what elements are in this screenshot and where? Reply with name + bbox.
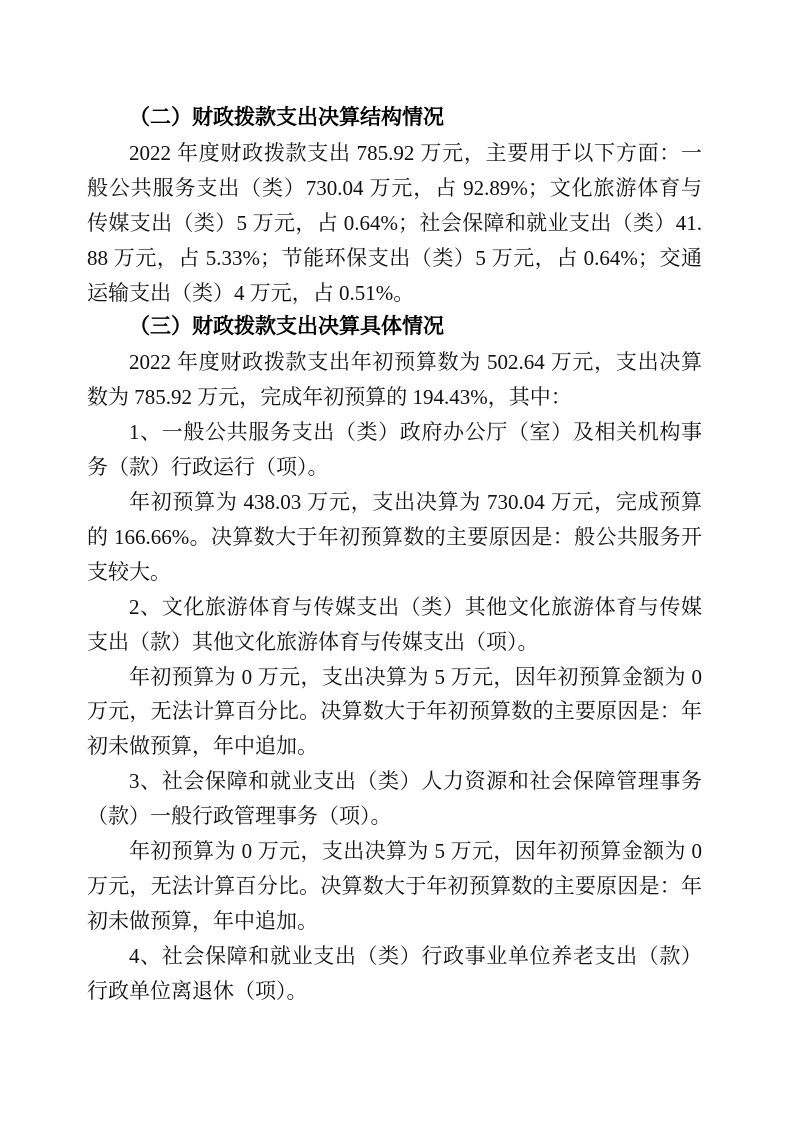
paragraph-item-3-title: 3、社会保障和就业支出（类）人力资源和社会保障管理事务（款）一般行政管理事务（项）。 bbox=[87, 769, 702, 829]
paragraph-item-2-title: 2、文化旅游体育与传媒支出（类）其他文化旅游体育与传媒支出（款）其他文化旅游体育与传媒支出（项）。 bbox=[87, 594, 702, 654]
section-heading-expenditure-structure: （二）财政拨款支出决算结构情况 bbox=[129, 106, 444, 129]
paragraph-item-1-title: 1、一般公共服务支出（类）政府办公厅（室）及相关机构事务（款）行政运行（项）。 bbox=[87, 420, 702, 480]
paragraph-item-1-detail: 年初预算为 438.03 万元，支出决算为 730.04 万元，完成预算的 166.66%。决算数大于年初预算数的主要原因是：般公共服务开支较大。 bbox=[87, 489, 702, 584]
paragraph-details-intro: 2022 年度财政拨款支出年初预算数为 502.64 万元，支出决算数为 785.92 万元，完成年初预算的 194.43%，其中： bbox=[87, 350, 702, 410]
paragraph-item-4-title: 4、社会保障和就业支出（类）行政事业单位养老支出（款）行政单位离退休（项）。 bbox=[87, 943, 702, 1003]
paragraph-item-3-detail: 年初预算为 0 万元，支出决算为 5 万元，因年初预算金额为 0 万元，无法计算百分比。决算数大于年初预算数的主要原因是：年初未做预算，年中追加。 bbox=[87, 839, 702, 933]
section-heading-expenditure-details: （三）财政拨款支出决算具体情况 bbox=[129, 315, 444, 339]
paragraph-expenditure-structure: 2022 年度财政拨款支出 785.92 万元，主要用于以下方面：一般公共服务支出（类）730.04 万元，占 92.89%；文化旅游体育与传媒支出（类）5 万元，占 0.64%；社会保障和就业支出（类）41.88 万元，占 5.33%；节能环保支出（类）5 万元，占 0.64%；交通运输支出（类）4 万元，占 0.51%。 bbox=[87, 140, 702, 305]
paragraph-item-2-detail: 年初预算为 0 万元，支出决算为 5 万元，因年初预算金额为 0 万元，无法计算百分比。决算数大于年初预算数的主要原因是：年初未做预算，年中追加。 bbox=[87, 664, 702, 759]
